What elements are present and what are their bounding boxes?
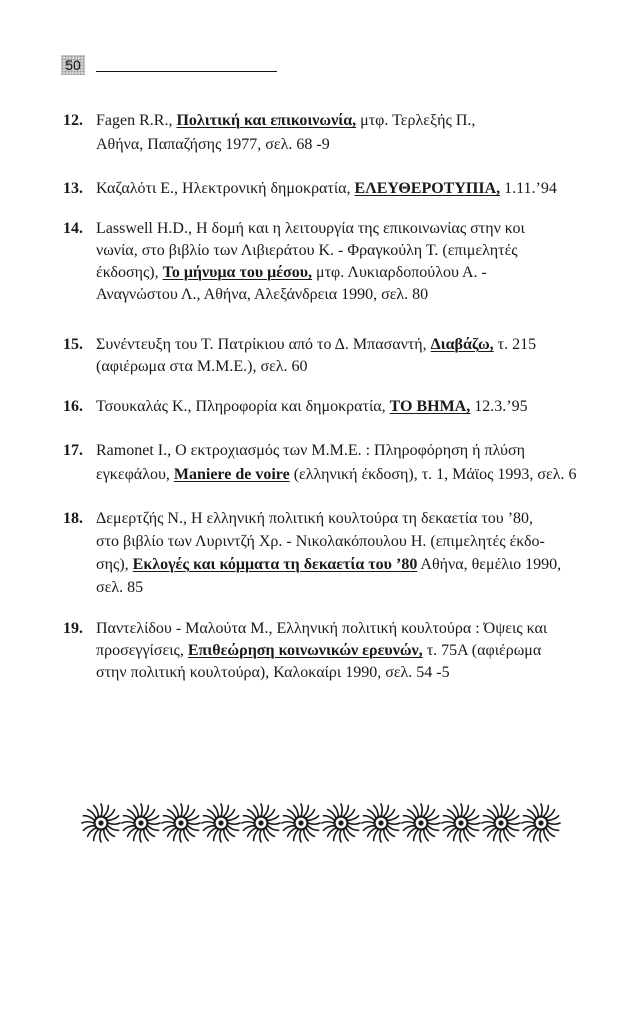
reference-line	[96, 134, 631, 156]
header-rule	[96, 71, 277, 72]
reference-text: Τσουκαλάς Κ., Πληροφορία και δημοκρατία,	[96, 398, 390, 415]
publication-title: Επιθεώρηση κοινωνικών ερευνών,	[187, 642, 423, 659]
reference-line	[96, 284, 631, 306]
reference-text: Lasswell H.D., Η δομή και η λειτουργία της επικοινωνίας στην κοι	[96, 220, 525, 237]
reference-text: στο βιβλίο των Λυριντζή Χρ. - Νικολακόπουλου Η. (επιμελητές έκδο-	[96, 533, 545, 550]
sun-motif-border-icon	[81, 800, 561, 846]
reference-text: νωνία, στο βιβλίο των Λιβιεράτου Κ. - Φραγκούλη Τ. (επιμελητές	[96, 242, 518, 259]
reference-text: Καζαλότι Ε., Ηλεκτρονική δημοκρατία,	[96, 180, 355, 197]
reference-text: σης),	[96, 556, 133, 573]
reference-line	[96, 262, 631, 284]
reference-text: σελ. 85	[96, 579, 144, 596]
publication-title: ΤΟ ΒΗΜΑ,	[389, 398, 471, 415]
reference-text: Παντελίδου - Μαλούτα Μ., Ελληνική πολιτική κουλτούρα : Όψεις και	[96, 620, 548, 637]
reference-line	[96, 508, 631, 530]
reference-line	[96, 178, 631, 200]
reference-line	[96, 577, 631, 599]
reference-text: Αναγνώστου Λ., Αθήνα, Αλεξάνδρεια 1990, σελ. 80	[96, 286, 429, 303]
reference-number: 14.	[63, 220, 83, 237]
reference-line	[96, 240, 631, 262]
reference-text: Δεμερτζής Ν., Η ελληνική πολιτική κουλτούρα τη δεκαετία του ’80,	[96, 510, 534, 527]
reference-text: Συνέντευξη του Τ. Πατρίκιου από το Δ. Μπασαντή,	[96, 336, 431, 353]
publication-title: Το μήνυμα του μέσου,	[162, 264, 313, 281]
publication-title: Maniere de voire	[173, 466, 290, 483]
reference-line	[96, 396, 631, 418]
reference-number: 17.	[63, 442, 83, 459]
reference-text: τ. 75Α (αφιέρωμα	[422, 642, 542, 659]
reference-line	[96, 554, 631, 576]
reference-line	[96, 618, 631, 640]
reference-line	[96, 531, 631, 553]
reference-text: μτφ. Τερλεξής Π.,	[356, 112, 476, 129]
reference-text: τ. 215	[493, 336, 537, 353]
reference-number: 19.	[63, 620, 83, 637]
reference-text: Fagen R.R.,	[96, 112, 177, 129]
reference-text: μτφ. Λυκιαρδοπούλου Α. -	[312, 264, 487, 281]
publication-title: Διαβάζω,	[430, 336, 494, 353]
reference-line	[96, 440, 631, 462]
reference-number: 15.	[63, 336, 83, 353]
reference-number: 13.	[63, 180, 83, 197]
reference-text: Αθήνα, θεμέλιο 1990,	[417, 556, 562, 573]
reference-line	[96, 218, 631, 240]
publication-title: Εκλογές και κόμματα τη δεκαετία του ’80	[132, 556, 418, 573]
reference-line	[96, 640, 631, 662]
reference-line	[96, 334, 631, 356]
publication-title: Πολιτική και επικοινωνία,	[176, 112, 357, 129]
reference-line	[96, 464, 631, 486]
reference-text: Αθήνα, Παπαζήσης 1977, σελ. 68 -9	[96, 136, 330, 153]
reference-line	[96, 356, 631, 378]
reference-line	[96, 662, 631, 684]
reference-text: έκδοσης),	[96, 264, 163, 281]
reference-number: 12.	[63, 112, 83, 129]
reference-text: στην πολιτική κουλτούρα), Καλοκαίρι 1990, σελ. 54 -5	[96, 664, 450, 681]
reference-text: προσεγγίσεις,	[96, 642, 188, 659]
reference-number: 18.	[63, 510, 83, 527]
reference-text: εγκεφάλου,	[96, 466, 174, 483]
publication-title: ΕΛΕΥΘΕΡΟΤΥΠΙΑ,	[354, 180, 501, 197]
reference-text: 1.11.’94	[500, 180, 557, 197]
reference-text: (ελληνική έκδοση), τ. 1, Μάϊος 1993, σελ. 6	[289, 466, 577, 483]
reference-text: Ramonet I., Ο εκτροχιασμός των Μ.Μ.Ε. : Πληροφόρηση ή πλύση	[96, 442, 525, 459]
reference-text: 12.3.’95	[470, 398, 528, 415]
page-number: 50	[61, 55, 85, 75]
reference-line	[96, 110, 631, 132]
reference-text: (αφιέρωμα στα Μ.Μ.Ε.), σελ. 60	[96, 358, 308, 375]
reference-number: 16.	[63, 398, 83, 415]
